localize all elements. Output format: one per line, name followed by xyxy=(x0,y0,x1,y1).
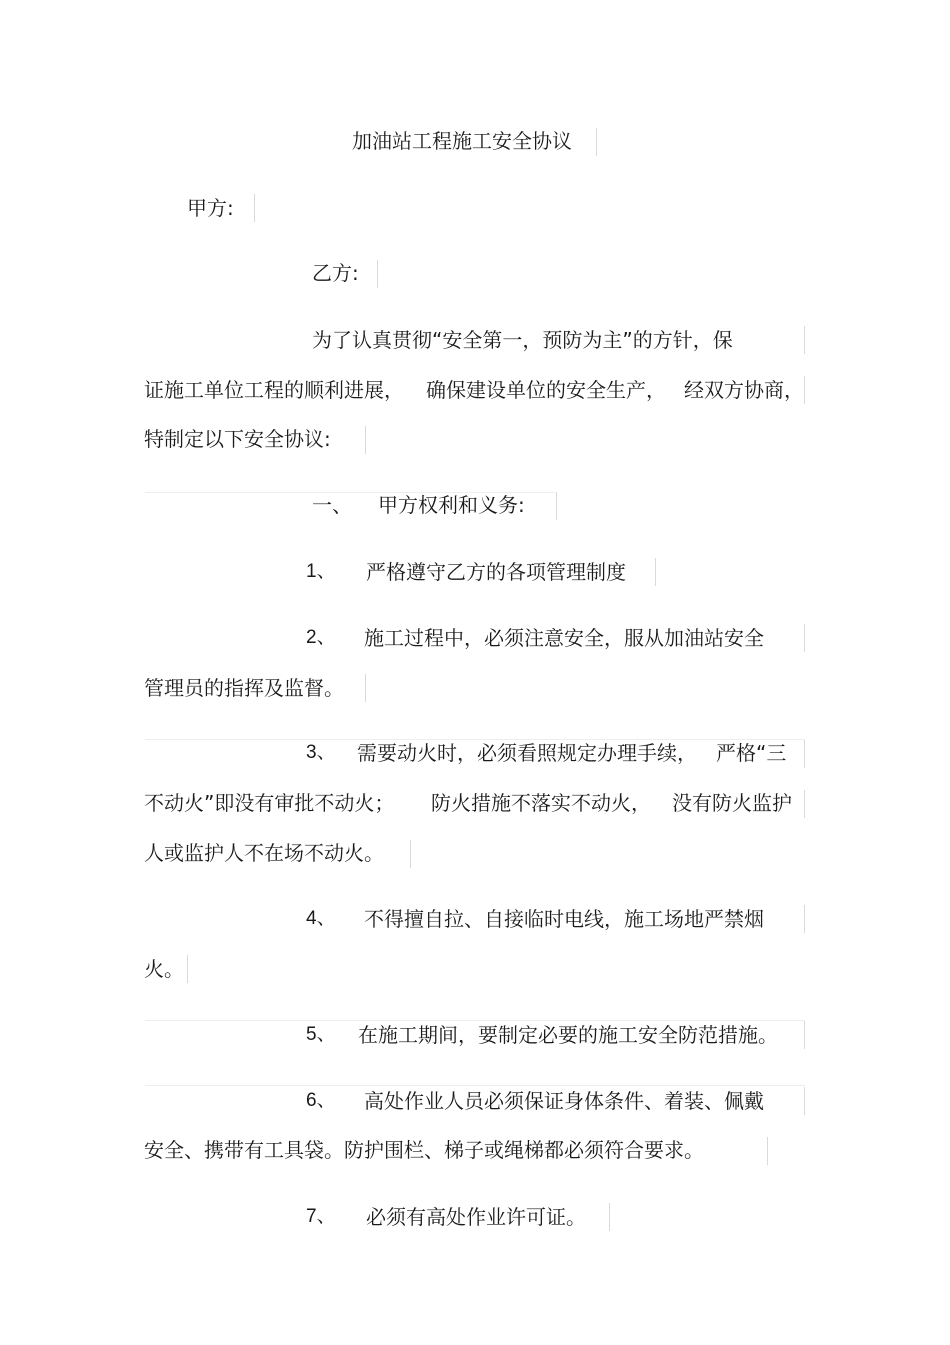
item-1-number: 1、 xyxy=(306,561,336,582)
item-3-text-line-2b: 防火措施不落实不动火， xyxy=(431,791,651,815)
item-3-text-line-3: 人或监护人不在场不动火。 xyxy=(144,841,384,865)
text-cursor-mark xyxy=(365,426,366,454)
text-cursor-mark xyxy=(410,840,411,868)
item-6-text-line-2: 安全、携带有工具袋。防护围栏、梯子或绳梯都必须符合要求。 xyxy=(144,1138,704,1162)
text-cursor-mark xyxy=(804,790,805,818)
item-5-text: 在施工期间，要制定必要的施工安全防范措施。 xyxy=(358,1023,778,1047)
text-cursor-mark xyxy=(609,1203,610,1231)
text-cursor-mark xyxy=(187,955,188,983)
intro-line-3: 特制定以下安全协议: xyxy=(144,427,331,451)
item-6-text-line-1: 高处作业人员必须保证身体条件、着装、佩戴 xyxy=(364,1089,764,1113)
section-1-heading: 甲方权利和义务: xyxy=(378,493,525,517)
text-cursor-mark xyxy=(377,260,378,288)
text-cursor-mark xyxy=(254,194,255,222)
item-4-number: 4、 xyxy=(306,908,336,929)
item-2-number: 2、 xyxy=(306,627,336,648)
item-5-number: 5、 xyxy=(306,1024,336,1045)
item-2-text-line-2: 管理员的指挥及监督。 xyxy=(144,676,344,700)
text-cursor-mark xyxy=(804,326,805,354)
item-3-text-line-2a: 不动火”即没有审批不动火； xyxy=(144,791,395,815)
divider-line xyxy=(145,1085,805,1086)
document-title: 加油站工程施工安全协议 xyxy=(352,129,572,153)
item-3-text-line-1a: 需要动火时，必须看照规定办理手续， xyxy=(357,741,697,765)
item-3-number: 3、 xyxy=(306,742,336,763)
intro-line-2a: 证施工单位工程的顺利进展， xyxy=(144,378,404,402)
text-cursor-mark xyxy=(596,128,597,156)
item-6-number: 6、 xyxy=(306,1090,336,1111)
item-7-text: 必须有高处作业许可证。 xyxy=(366,1205,586,1229)
section-1-number: 一、 xyxy=(312,493,352,517)
text-cursor-mark xyxy=(767,1137,768,1165)
text-cursor-mark xyxy=(804,1021,805,1049)
item-3-text-line-1b: 严格“三 xyxy=(716,741,787,765)
item-4-text-line-2: 火。 xyxy=(144,957,184,981)
text-cursor-mark xyxy=(804,1087,805,1115)
text-cursor-mark xyxy=(804,740,805,768)
intro-line-2c: 经双方协商， xyxy=(684,378,804,402)
text-cursor-mark xyxy=(804,376,805,404)
intro-line-1: 为了认真贯彻“安全第一，预防为主”的方针，保 xyxy=(312,328,733,352)
item-3-text-line-2c: 没有防火监护 xyxy=(672,791,792,815)
party-a-label: 甲方: xyxy=(187,196,234,220)
text-cursor-mark xyxy=(804,624,805,652)
text-cursor-mark xyxy=(804,905,805,933)
item-1-text: 严格遵守乙方的各项管理制度 xyxy=(366,560,626,584)
text-cursor-mark xyxy=(556,492,557,520)
party-b-label: 乙方: xyxy=(312,261,359,285)
text-cursor-mark xyxy=(365,674,366,702)
text-cursor-mark xyxy=(655,558,656,586)
item-7-number: 7、 xyxy=(306,1206,336,1227)
item-4-text-line-1: 不得擅自拉、自接临时电线，施工场地严禁烟 xyxy=(364,907,764,931)
item-2-text-line-1: 施工过程中，必须注意安全，服从加油站安全 xyxy=(364,626,764,650)
intro-line-2b: 确保建设单位的安全生产， xyxy=(426,378,666,402)
